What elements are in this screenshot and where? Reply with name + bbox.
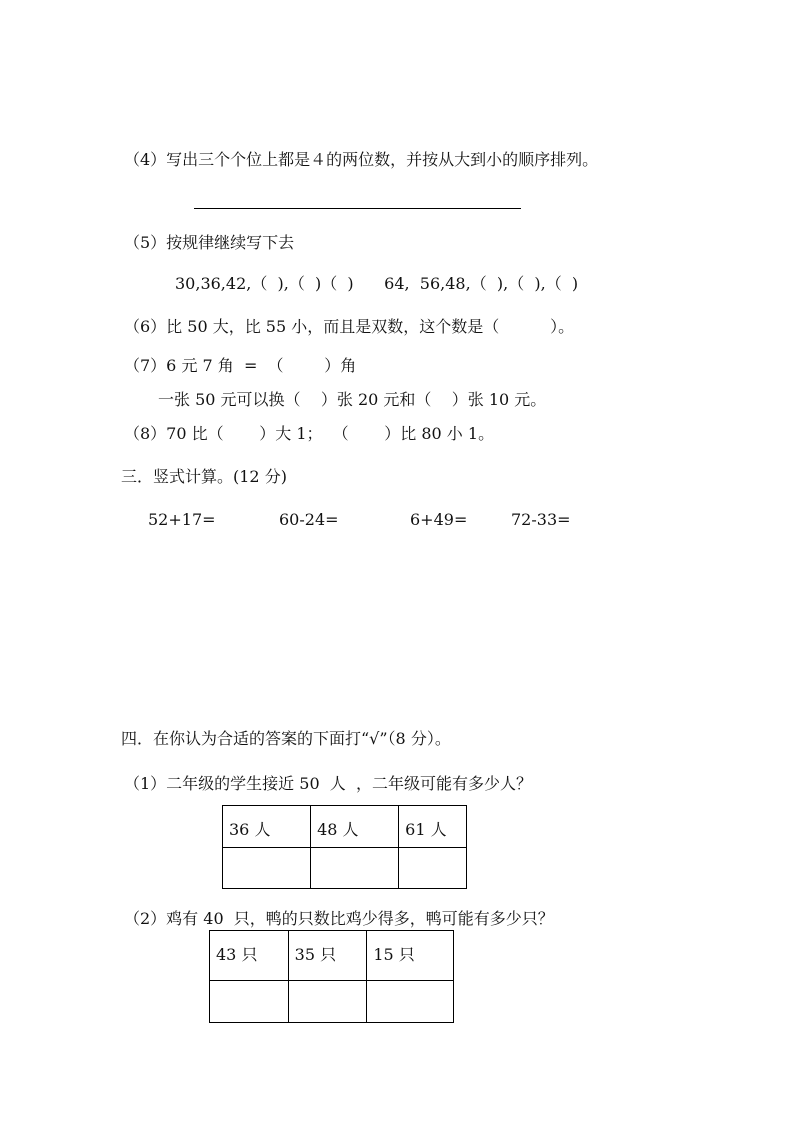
option-cell: 61 人 [399,806,467,848]
option-cell: 36 人 [223,806,311,848]
question-5-sequence[interactable]: 30,36,42,（ ),（ )（ ) 64, 56,48,（ ),（ ),（ ) [175,274,579,293]
section-4-question-1: （1）二年级的学生接近 50 人 ，二年级可能有多少人？ [124,774,532,793]
check-cell[interactable] [210,981,289,1023]
option-cell: 43 只 [210,931,289,981]
calc-1[interactable]: 52+17= [148,510,216,529]
calc-3[interactable]: 6+49= [410,510,468,529]
choice-table-1 [222,805,467,889]
question-6[interactable]: （6）比 50 大，比 55 小，而且是双数，这个数是（ ）。 [124,317,575,336]
question-5-title: （5）按规律继续写下去 [124,233,295,252]
question-4: （4）写出三个个位上都是４的两位数，并按从大到小的顺序排列。 [124,150,599,169]
section-3-title: 三．竖式计算。(12 分) [121,467,287,486]
check-cell[interactable] [367,981,454,1023]
check-cell[interactable] [288,981,367,1023]
choice-table-2 [209,930,454,1023]
calc-4[interactable]: 72-33= [511,510,571,529]
question-7-line-2[interactable]: 一张 50 元可以换（ ）张 20 元和（ ）张 10 元。 [158,390,547,409]
option-cell: 15 只 [367,931,454,981]
section-4-question-2: （2）鸡有 40 只，鸭的只数比鸡少得多，鸭可能有多少只？ [124,909,554,928]
check-cell[interactable] [223,848,311,889]
check-cell[interactable] [399,848,467,889]
answer-line-q4[interactable] [194,208,521,209]
option-cell: 48 人 [311,806,399,848]
calc-2[interactable]: 60-24= [279,510,339,529]
check-cell[interactable] [311,848,399,889]
option-cell: 35 只 [288,931,367,981]
section-4-title: 四．在你认为合适的答案的下面打“√”（8 分）。 [121,729,451,748]
question-7-line-1[interactable]: （7）6 元 7 角 = （ ）角 [124,356,357,375]
question-8[interactable]: （8）70 比（ ）大 1； （ ）比 80 小 1。 [124,424,495,443]
